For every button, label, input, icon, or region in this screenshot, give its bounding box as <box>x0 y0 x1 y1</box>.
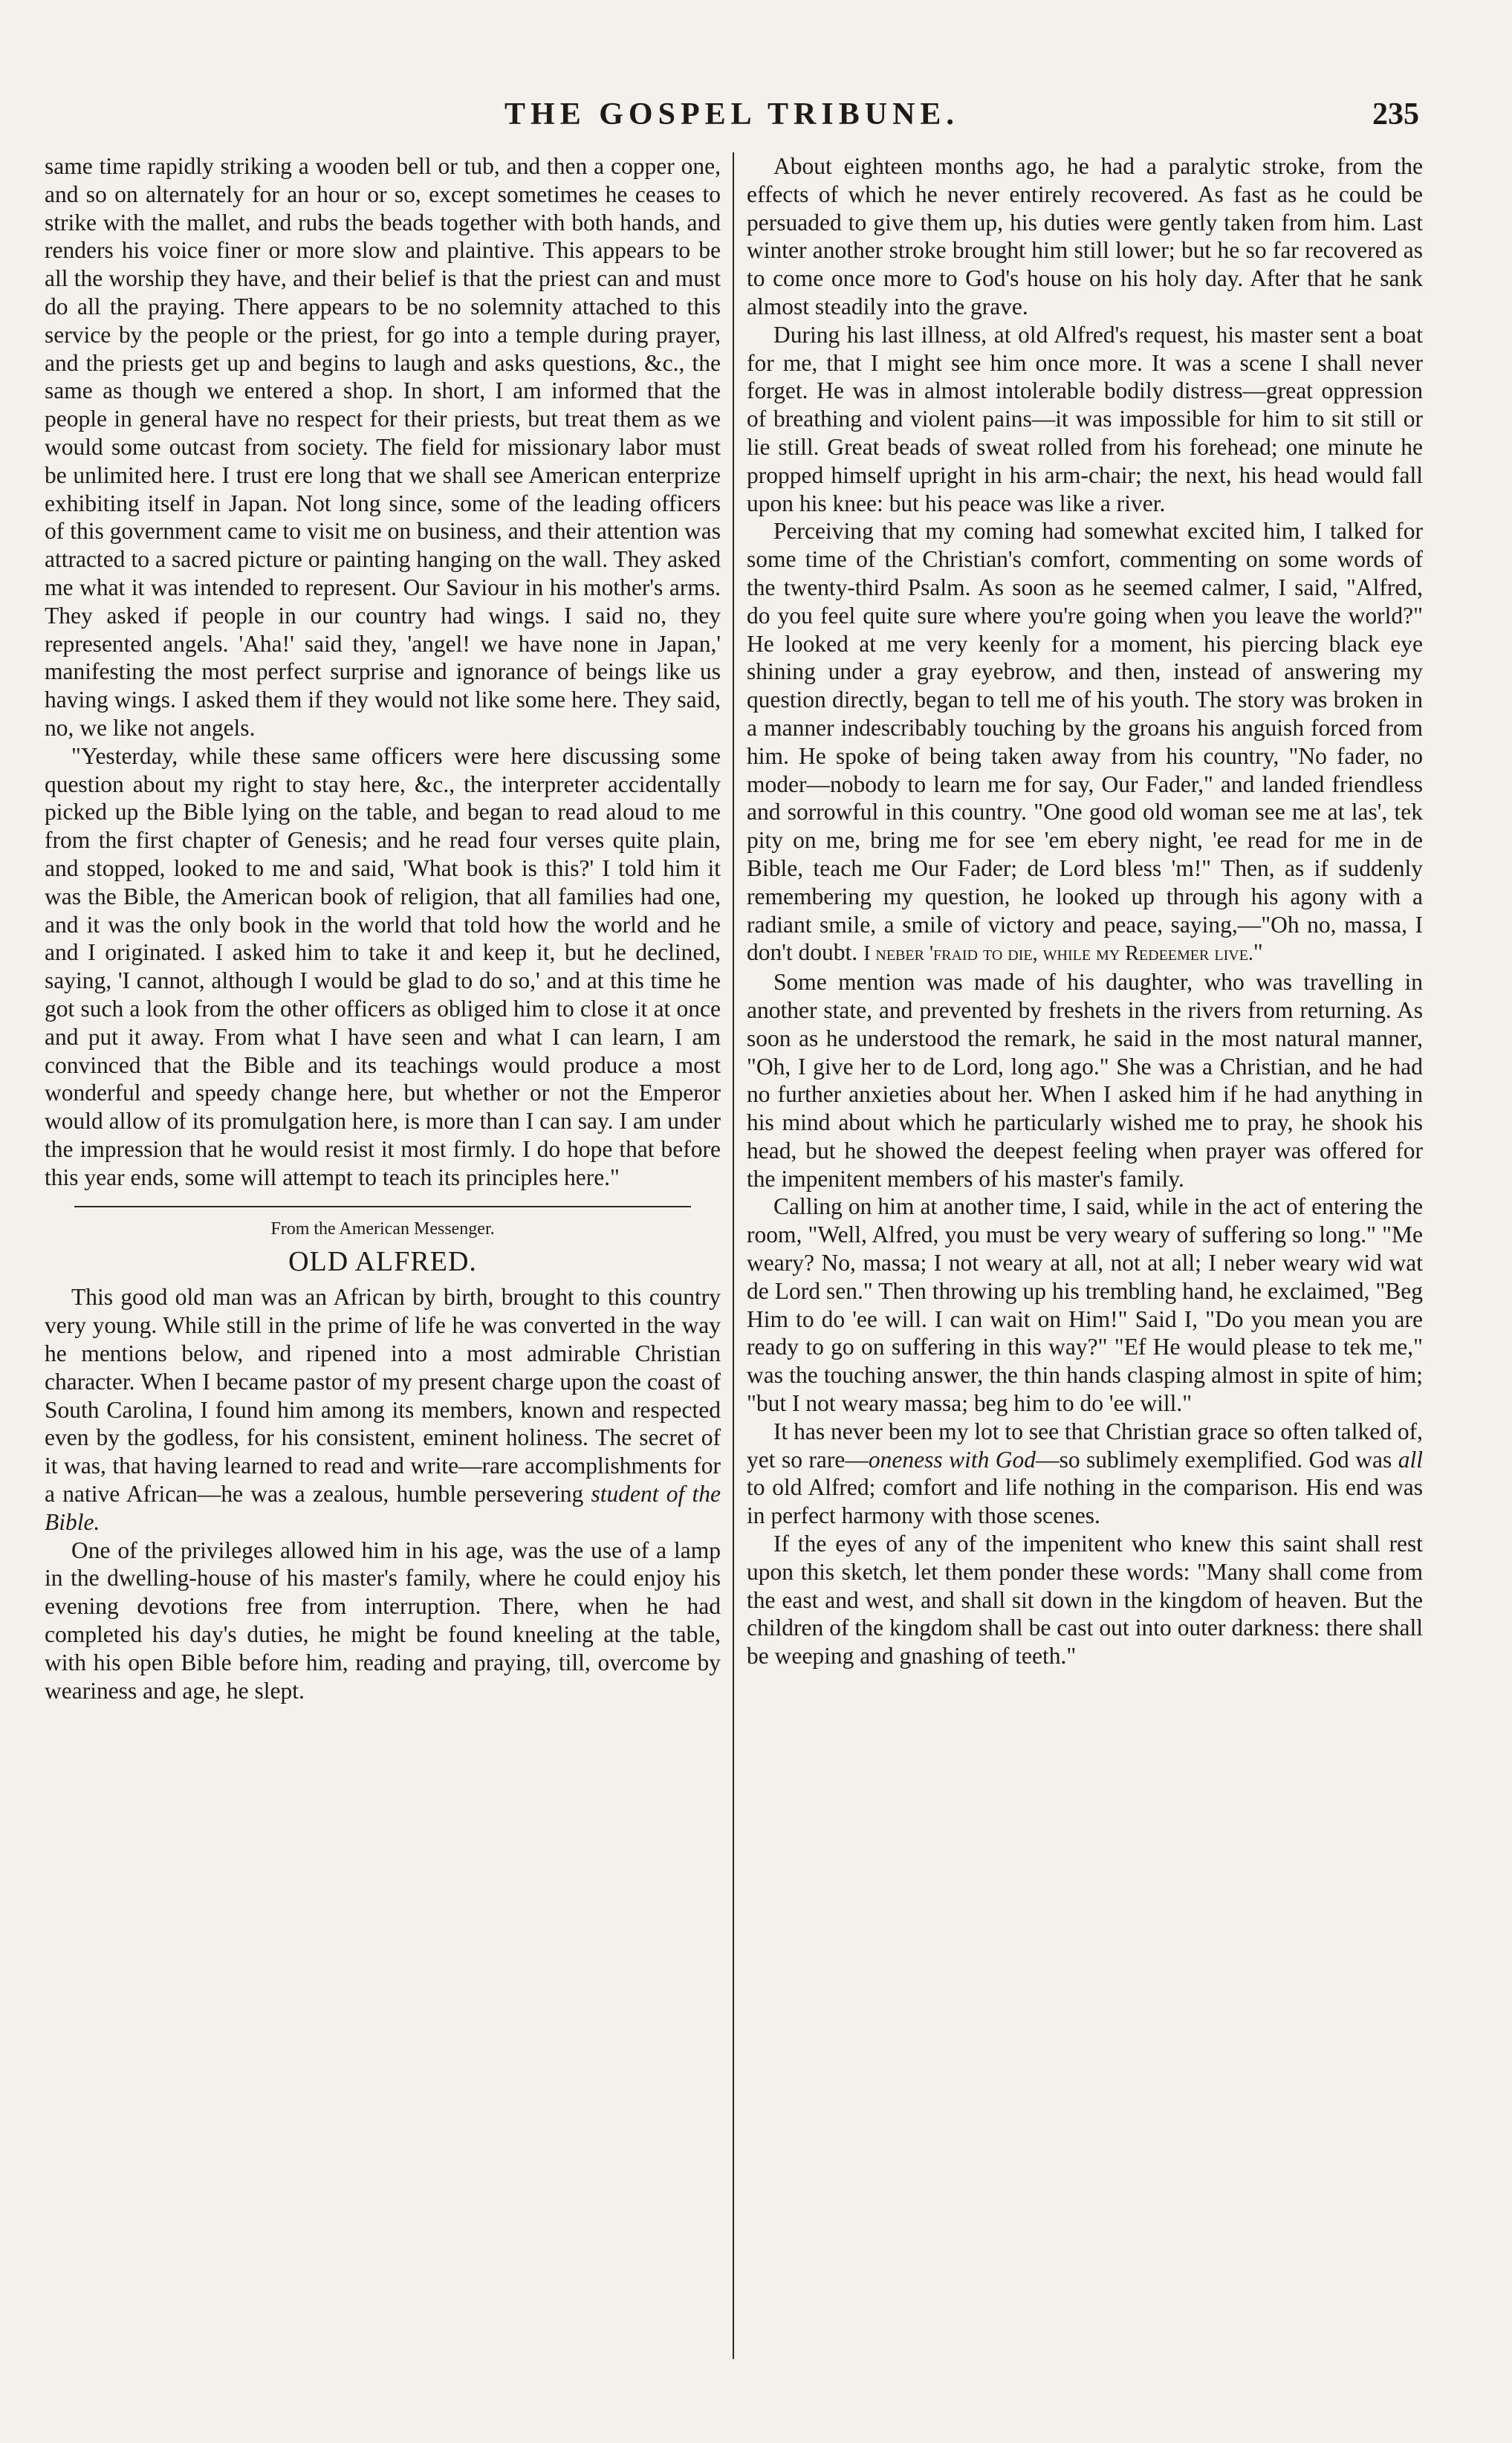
right-paragraph-6 <box>747 1418 1423 1530</box>
p3-text: Perceiving that my coming had somewhat excited him, I talked for some time of the Christian's comfort, commenting on some words of the twenty-third Psalm. As soon as he seemed calmer, I said, "Alfred, do you feel quite sure where you're going when you leave the world?" He looked at me very keenly for a moment, his piercing black eye shining under a gray eyebrow, and then, instead of answering my question directly, began to tell me of his youth. The story was broken in a manner indescribably touching by the groans his anguish forced from him. He spoke of being taken away from his country, "No fader, no moder—nobody to learn me for say, Our Fader," and landed friendless and sorrowful in this country. "One good old woman see me at las', tek pity on me, bring me for see 'em ebery night, 'ee read for me in de Bible, teach me Our Fader; de Lord bless 'm!" Then, as if suddenly remembering my question, he looked up through his agony with a radiant smile, a smile of victory and peace, saying,—"Oh no, massa, I don't doubt. <box>747 518 1423 966</box>
p6-italic-all: all <box>1398 1446 1423 1473</box>
right-paragraph-4: Some mention was made of his daughter, who was travelling in another state, and prevented by freshets in the rivers from returning. As soon as he understood the remark, he said in the most natural manner, "Oh, I give her to de Lord, long ago." She was a Christian, and he had no further anxieties about her. When I asked him if he had anything in his mind about which he particularly wished me to pray, he shook his head, but he showed the deepest feeling when prayer was offered for the impenitent members of his master's family. <box>747 969 1423 1192</box>
section-divider <box>74 1206 691 1207</box>
column-rule <box>733 152 734 2359</box>
right-paragraph-2: During his last illness, at old Alfred's request, his master sent a boat for me, that I might see him once more. It was a scene I shall never forget. He was in almost intolerable bodily distress—great oppression of breathing and violent pains—it was impossible for him to sit still or lie still. Great beads of sweat rolled from his forehead; one minute he propped himself upright in his arm-chair; the next, his head would fall upon his knee: but his peace was like a river. <box>747 321 1423 516</box>
page-header <box>45 97 1419 141</box>
source-line: From the American Messenger. <box>270 1219 495 1239</box>
p6-text-c: to old Alfred; comfort and life nothing in the comparison. His end was in perfect harmony with those scenes. <box>747 1474 1423 1529</box>
right-paragraph-5: Calling on him at another time, I said, while in the act of entering the room, "Well, Alfred, you must be very weary of suffering so long." "Me weary? No, massa; I not weary at all, not at all; I neber weary wid wat de Lord sen." Then throwing up his trembling hand, he exclaimed, "Beg Him to do 'ee will. I can wait on Him!" Said I, "Do you mean you are ready to go on suffering in this way?" "Ef He would please to tek me," was the touching answer, the thin hands clasping almost in spite of him; "but I not weary massa; beg him to do 'ee will." <box>747 1193 1423 1417</box>
p6-text-a: It has never been my lot to see that Christian grace so often talked of, yet so rare— <box>747 1418 1423 1473</box>
p3-closing-quote: " <box>1253 939 1263 966</box>
continued-paragraph: same time rapidly striking a wooden bell or tub, and then a copper one, and so on alternately for an hour or so, except sometimes he ceases to strike with the mallet, and rubs the beads together with both hands, and renders his voice finer or more slow and plaintive. This appears to be all the worship they have, and their belief is that the priest can and must do all the praying. There appears to be no solemnity attached to this service by the people or the priest, for go into a temple during prayer, and the priests get up and begins to laugh and asks questions, &c., the same as though we entered a shop. In short, I am informed that the people in general have no respect for their priests, but treat them as we would some outcast from society. The field for missionary labor must be unlimited here. I trust ere long that we shall see American enterprize exhibiting itself in Japan. Not long since, some of the leading officers of this government came to visit me on business, and their attention was attracted to a sacred picture or painting hanging on the wall. They asked me what it was intended to represent. Our Saviour in his mother's arms. They asked if people in our country had wings. I said no, they represented angels. 'Aha!' said they, 'angel! we have none in Japan,' manifesting the most perfect surprise and ignorance of beings like us having wings. I asked them if they would not like some here. They said, no, we like not angels. <box>45 153 721 741</box>
p3-small-caps: I neber 'fraid to die, while my Redeemer live. <box>863 942 1253 966</box>
yesterday-paragraph: "Yesterday, while these same officers were here discussing some question about my right to stay here, &c., the interpreter accidentally picked up the Bible lying on the table, and began to read aloud to me from the first chapter of Genesis; and he read four verses quite plain, and stopped, looked to me and said, 'What book is this?' I told him it was the Bible, the American book of religion, that all families had one, and it was the only book in the world that told how the world and he and I originated. I asked him to take it and keep it, but he declined, saying, 'I cannot, although I would be glad to do so,' and at this time he got such a look from the other officers as obliged him to close it at once and put it away. From what I have seen and what I can learn, I am convinced that the Bible and its teachings would produce a most wonderful and speedy change here, but whether or not the Emperor would allow of its promulgation here, is more than I can say. I am under the impression that he would resist it most firmly. I do hope that before this year ends, some will attempt to teach its principles here." <box>45 742 721 1190</box>
page-number: 235 <box>1372 97 1419 132</box>
article-title: OLD ALFRED. <box>288 1246 477 1278</box>
right-paragraph-7: If the eyes of any of the impenitent who knew this saint shall rest upon this sketch, let them ponder these words: "Many shall come from the east and west, and shall sit down in the kingdom of heaven. But the children of the kingdom shall be cast out into outer darkness: there shall be weeping and gnashing of teeth." <box>747 1531 1423 1670</box>
alfred-paragraph-1 <box>45 1283 721 1536</box>
p6-italic-oneness: oneness with God <box>868 1446 1036 1473</box>
newspaper-page <box>45 97 1423 2400</box>
alfred-p1-text: This good old man was an African by birth, brought to this country very young. While still in the prime of life he was converted in the way he mentions below, and ripened into a most admirable Christian character. When I became pastor of my present charge upon the coast of South Carolina, I found him among its members, known and respected even by the godless, for his consistent, eminent holiness. The secret of it was, that having learned to read and write—rare accomplishments for a native African—he was a zealous, humble persevering <box>45 1284 721 1508</box>
right-paragraph-3 <box>747 517 1423 968</box>
alfred-paragraph-2: One of the privileges allowed him in his age, was the use of a lamp in the dwelling-house of his master's family, where he could enjoy his evening devotions free from interruption. There, when he had completed his day's duties, he might be found kneeling at the table, with his open Bible before him, reading and praying, till, overcome by weariness and age, he slept. <box>45 1537 721 1704</box>
right-column <box>747 152 1423 2366</box>
left-column <box>45 152 721 2366</box>
right-paragraph-1: About eighteen months ago, he had a paralytic stroke, from the effects of which he never entirely recovered. As fast as he could be persuaded to give them up, his duties were gently taken from him. Last winter another stroke brought him still lower; but he so far recovered as to come once more to God's house on his holy day. After that he sank almost steadily into the grave. <box>747 153 1423 319</box>
running-title: THE GOSPEL TRIBUNE. <box>504 97 959 132</box>
p6-text-b: —so sublimely exemplified. God was <box>1036 1446 1398 1473</box>
alfred-p1-italic: student of the Bible. <box>45 1481 721 1535</box>
